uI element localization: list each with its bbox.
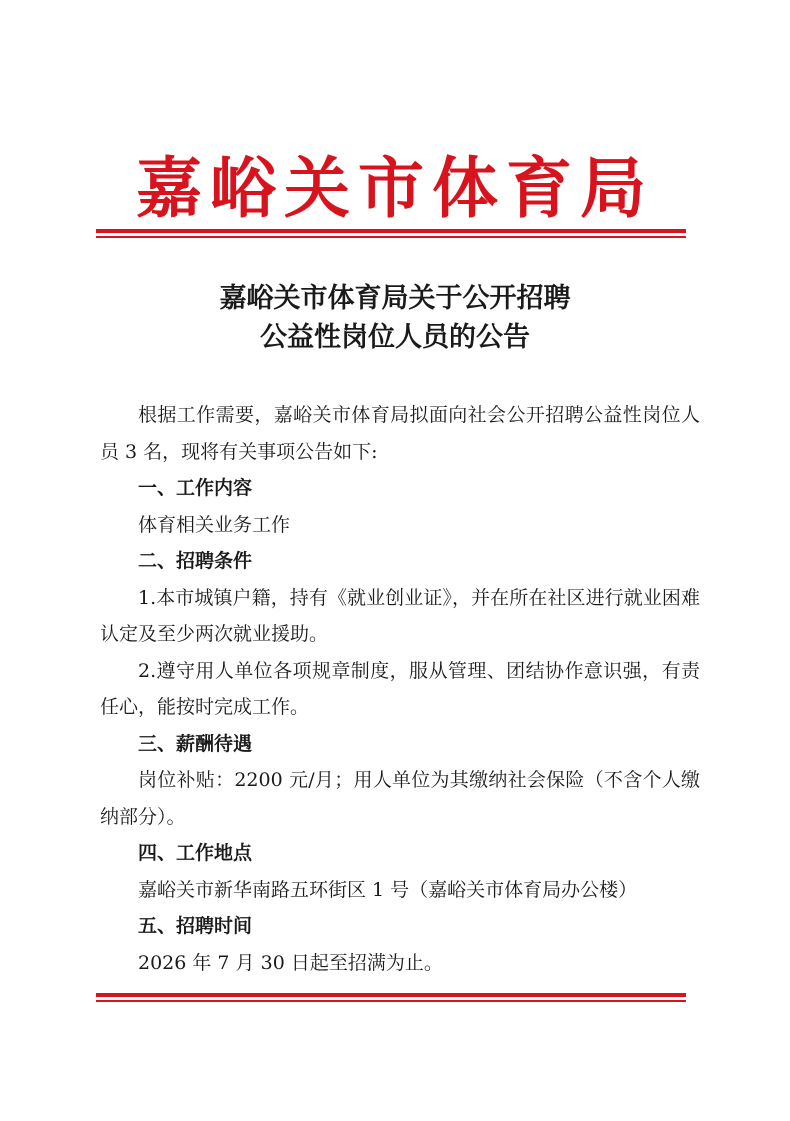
section-heading-recruitment-time: 五、招聘时间 [138, 915, 253, 937]
section-heading-work-location: 四、工作地点 [138, 842, 253, 864]
document-title [0, 279, 790, 357]
section-heading-compensation: 三、薪酬待遇 [138, 732, 253, 755]
document-title-line-2: 公益性岗位人员的公告 [260, 322, 530, 353]
section-heading-work-content: 一、工作内容 [138, 477, 253, 499]
rule-thick-line [96, 229, 686, 233]
work-location-paragraph: 嘉峪关市新华南路五环街区 1 号（嘉峪关市体育局办公楼） [138, 878, 638, 901]
compensation-paragraph: 岗位补贴：2200 元/月；用人单位为其缴纳社会保险（不含个人缴纳部分）。 [100, 769, 700, 828]
rule-thick-line [96, 993, 686, 997]
requirement-paragraph-1: 1.本市城镇户籍，持有《就业创业证》，并在所在社区进行就业困难认定及至少两次就业援助。 [100, 586, 700, 645]
rule-thin-line [96, 236, 686, 238]
document-title-line-1: 嘉峪关市体育局关于公开招聘 [219, 283, 571, 314]
masthead-org-name: 嘉峪关市体育局 [136, 149, 654, 227]
footer-red-rule [96, 993, 686, 1002]
intro-paragraph: 根据工作需要，嘉峪关市体育局拟面向社会公开招聘公益性岗位人员 3 名，现将有关事项公告如下: [100, 404, 700, 463]
masthead-red-rule [96, 229, 686, 238]
rule-thin-line [96, 1000, 686, 1002]
section-heading-requirements: 二、招聘条件 [138, 550, 253, 572]
work-content-paragraph: 体育相关业务工作 [138, 513, 291, 536]
requirement-paragraph-2: 2.遵守用人单位各项规章制度，服从管理、团结协作意识强，有责任心，能按时完成工作。 [100, 659, 700, 718]
recruitment-time-paragraph: 2026 年 7 月 30 日起至招满为止。 [138, 951, 443, 974]
document-body [100, 397, 700, 981]
